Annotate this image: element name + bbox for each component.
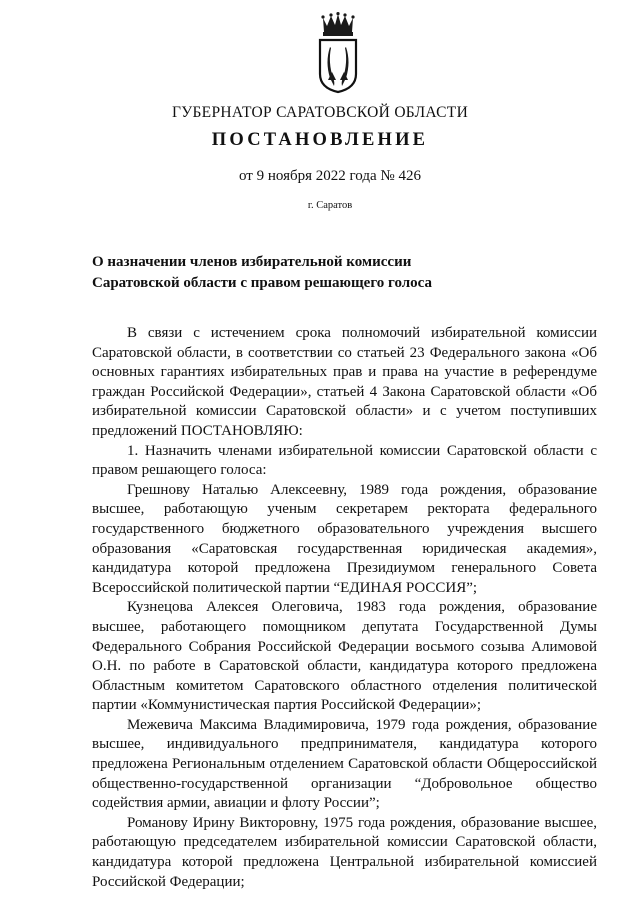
appointee-paragraph: Романову Ирину Викторовну, 1975 года рождения, образование высшее, работающую председателем избирательной комиссии Саратовской области, кандидатура которой предложена Центральной избирательной комиссией Российской Федерации; <box>92 814 597 890</box>
document-type: ПОСТАНОВЛЕНИЕ <box>211 130 429 150</box>
resolution-clause: 1. Назначить членами избирательной комиссии Саратовской области с правом решающего голоса: <box>92 442 597 479</box>
title-line: О назначении членов избирательной комиссии <box>92 254 412 270</box>
issuer-heading: ГУБЕРНАТОР САРАТОВСКОЙ ОБЛАСТИ <box>171 104 469 121</box>
preamble-paragraph: В связи с истечением срока полномочий избирательной комиссии Саратовской области, в соответствии со статьей 23 Федерального закона «Об основных гарантиях избирательных прав и права на участие в референдуме граждан Российской Федерации», статьей 4 Закона Саратовской области «Об избирательной комиссии Саратовской области» и с учетом поступивших предложений ПОСТАНОВЛЯЮ: <box>92 325 597 439</box>
appointee-paragraph: Грешнову Наталью Алексеевну, 1989 года рождения, образование высшее, работающую ученым секретарем ректората федерального государственного бюджетного образовательного учреждения высшего образования «Саратовская государственная юридическая академия», кандидатура которой предложена Президиумом генерального Совета Всероссийской политической партии “ЕДИНАЯ РОССИЯ”; <box>92 481 597 596</box>
appointee-paragraph: Межевича Максима Владимировича, 1979 года рождения, образование высшее, индивидуального предпринимателя, кандидатура которого предложена Региональным отделением Саратовской области Общероссийской общественно-государственной организации “Добровольное общество содействия армии, авиации и флоту России”; <box>92 716 597 812</box>
document-date-number: от 9 ноября 2022 года № 426 <box>239 168 421 184</box>
title-line: Саратовской области с правом решающего голоса <box>92 275 433 291</box>
coat-of-arms-icon <box>316 12 360 94</box>
document-body <box>92 324 597 892</box>
appointee-paragraph: Кузнецова Алексея Олеговича, 1983 года рождения, образование высшее, работающего помощником депутата Государственной Думы Федерального Собрания Российской Федерации восьмого созыва Алимовой О.Н. по работе в Саратовской области, кандидатура которого предложена Областным комитетом Саратовского областного отделения политической партии «Коммунистическая партия Российской Федерации»; <box>92 599 597 714</box>
issue-city: г. Саратов <box>307 200 353 211</box>
document-title <box>92 252 552 294</box>
